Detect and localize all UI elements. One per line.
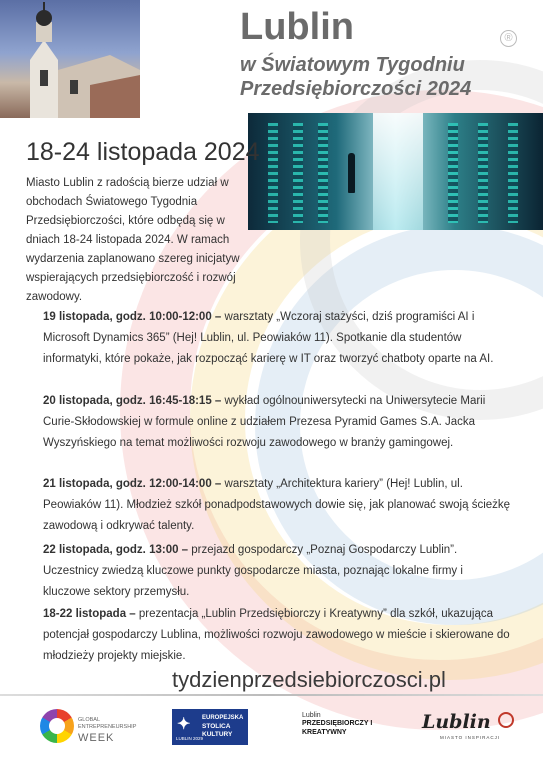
server-rack	[268, 123, 278, 223]
lublin-przedsiebiorczy-logo	[302, 712, 382, 746]
event-description: warsztaty „Wczoraj stażyści, dziś programiści AI i Microsoft Dynamics 365” (Hej! Lublin, ul. Peowiaków 11). Spotkanie dla studentów informatyki, które pokaże, jak rozpocząć karierę w IT oraz tworzyć chatboty oparte na AI.	[43, 311, 494, 365]
event-item	[43, 540, 513, 603]
logo-text: MIASTO INSPIRACJI	[440, 735, 501, 740]
event-item	[43, 604, 513, 667]
page-title: Lublin	[240, 6, 354, 48]
event-item	[43, 391, 513, 454]
event-date: 22 listopada, godz. 13:00 –	[43, 544, 189, 556]
lublin-miasto-inspiracji-logo	[422, 709, 522, 745]
server-rack	[478, 123, 488, 223]
event-item	[43, 307, 513, 370]
lublin-crest-icon	[498, 712, 514, 728]
page-subtitle: w Światowym Tygodniu	[240, 54, 465, 76]
event-date: 19 listopada, godz. 10:00-12:00 –	[43, 311, 222, 323]
footer-divider	[0, 694, 543, 696]
logo-text: GLOBAL ENTREPRENEURSHIP	[78, 717, 137, 730]
logo-text: EUROPEJSKA	[202, 715, 244, 721]
data-center-corridor-photo	[248, 113, 543, 230]
event-description: wykład ogólnouniwersytecki na Uniwersytecie Marii Curie-Skłodowskiej w formule online z udziałem Prezesa Pyramid Games S.A. Jacka Wyszyńskiego na temat możliwości rozwoju zawodowego w branży gamingowej.	[43, 395, 486, 449]
church-tower-photo	[0, 0, 140, 118]
logo-text: Lublin	[422, 711, 491, 733]
event-description: warsztaty „Architektura kariery” (Hej! Lublin, ul. Peowiaków 11). Młodzież szkół ponadpodstawowych dowie się, jak planować swoją ścieżkę zawodową i odkrywać talenty.	[43, 478, 511, 532]
esk-mark-icon: ✦	[177, 716, 191, 733]
logo-text: PRZEDSIĘBIORCZY I KREATYWNY	[302, 720, 373, 736]
logo-text: Lublin	[302, 712, 321, 719]
event-date: 18-22 listopada –	[43, 608, 136, 620]
gew-ring-icon	[40, 709, 74, 743]
intro-paragraph: Miasto Lublin z radością bierze udział w obchodach Światowego Tygodnia Przedsiębiorczości, które odbędą się w dniach 18-24 listopada 2024. W ramach wydarzenia zaplanowano szereg inicjatyw wspierających przedsiębiorczość i rozwój zawodowy.	[26, 177, 240, 303]
event-description: prezentacja „Lublin Przedsiębiorczy i Kreatywny” dla szkół, ukazująca potencjał gospodarczy Lublina, możliwości rozwoju zawodowego w mieście i skierowane do młodzieży projekty miejskie.	[43, 608, 510, 662]
event-description: przejazd gospodarczy „Poznaj Gospodarczy Lublin”. Uczestnicy zwiedzą kluczowe punkty gospodarcze miasta, poznając lokalne firmy i kluczowe sektory przemysłu.	[43, 544, 463, 598]
registered-mark: ®	[500, 30, 517, 47]
logo-text: LUBLIN 2029	[176, 736, 204, 741]
server-rack	[293, 123, 303, 223]
event-item	[43, 474, 513, 537]
event-date: 20 listopada, godz. 16:45-18:15 –	[43, 395, 222, 407]
server-rack	[448, 123, 458, 223]
page-subtitle: Przedsiębiorczości 2024	[240, 78, 472, 100]
corridor-light	[373, 113, 423, 230]
website-link[interactable]: tydzienprzedsiebiorczosci.pl	[172, 667, 446, 692]
event-date: 21 listopada, godz. 12:00-14:00 –	[43, 478, 222, 490]
person-silhouette	[348, 153, 355, 193]
logo-text: WEEK	[78, 732, 115, 744]
european-capital-of-culture-logo	[172, 709, 248, 745]
logo-text: STOLICA KULTURY	[202, 723, 233, 738]
global-entrepreneurship-week-logo	[40, 709, 137, 745]
server-rack	[318, 123, 328, 223]
event-dates-heading: 18-24 listopada 2024	[26, 138, 260, 166]
server-rack	[508, 123, 518, 223]
